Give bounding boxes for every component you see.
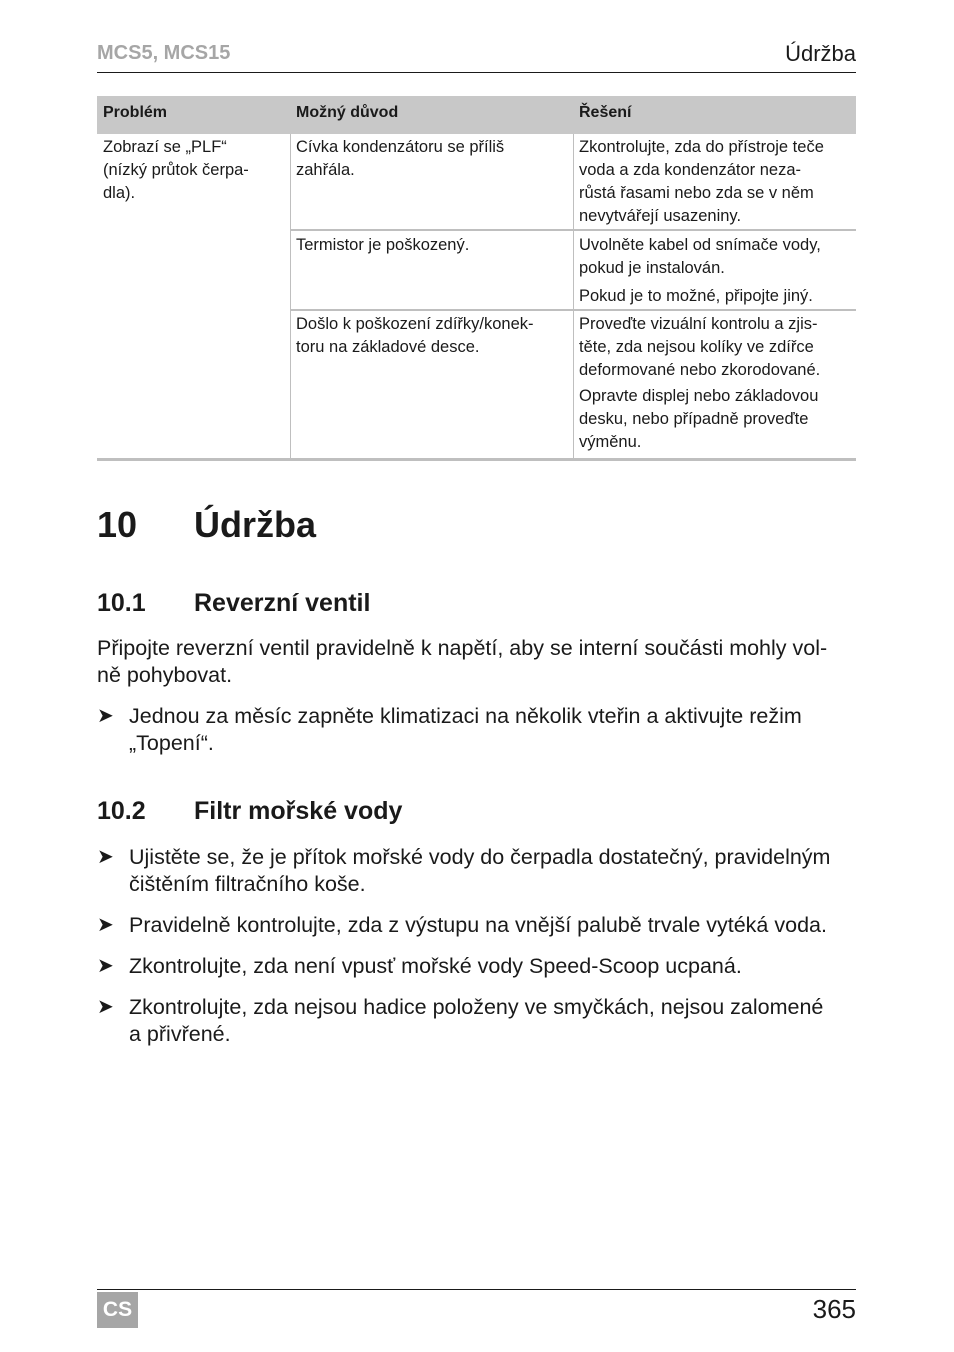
language-badge: CS [97,1292,138,1328]
chapter-number: 10 [97,504,138,545]
paragraph [97,635,859,689]
problem-line: (nízký průtok čerpa- [103,161,249,179]
solution-line: Proveďte vizuální kontrolu a zjis- [579,315,818,333]
problem-line: dla). [103,184,136,202]
section-title: Reverzní ventil [194,589,371,617]
arrow-bullet-icon: ➤ [97,705,114,727]
solution-line: růstá řasami nebo zda se v něm [579,184,814,202]
solution-line: voda a zda kondenzátor neza- [579,161,801,179]
column-header-solution: Řešení [579,104,632,121]
solution-line: Zkontrolujte, zda do přístroje teče [579,138,824,156]
bullet-item [97,703,859,757]
page-number: 365 [812,1294,856,1324]
bullet-line: Ujistěte se, že je přítok mořské vody do čerpadla dostatečný, pravidelným [129,845,831,869]
solution-cell [579,313,820,454]
solution-cell [579,136,824,228]
bullet-line: Zkontrolujte, zda není vpusť mořské vody Speed-Scoop ucpaná. [129,954,742,978]
bullet-item [97,994,859,1048]
solution-line: Pokud je to možné, připojte jiný. [579,287,813,305]
cause-line: toru na základové desce. [296,338,480,356]
cause-line: Termistor je poškozený. [296,236,470,254]
bullet-item [97,912,859,939]
section-title: Filtr mořské vody [194,797,403,825]
section-number: 10.2 [97,797,146,825]
bullet-line: čištěním filtračního koše. [129,872,366,896]
cause-cell [296,136,504,182]
footer-rule [97,1289,856,1290]
header-section: Údržba [785,41,856,66]
problem-line: Zobrazí se „PLF“ [103,138,227,156]
cause-line: Cívka kondenzátoru se příliš [296,138,505,156]
column-header-cause: Možný důvod [296,104,399,121]
solution-line: desku, nebo případně proveďte [579,410,809,428]
bullet-item [97,844,859,898]
arrow-bullet-icon: ➤ [97,846,114,868]
cause-line: zahřála. [296,161,355,179]
solution-line: Uvolněte kabel od snímače vody, [579,236,821,254]
header-model: MCS5, MCS15 [97,42,231,64]
solution-line: těte, zda nejsou kolíky ve zdířce [579,338,814,356]
problem-cell [103,136,249,205]
header-rule [97,72,856,73]
bullet-item [97,953,859,980]
solution-line: výměnu. [579,433,642,451]
arrow-bullet-icon: ➤ [97,914,114,936]
paragraph-line: ně pohybovat. [97,663,233,687]
solution-line: Opravte displej nebo základovou [579,387,819,405]
solution-cell [579,234,821,308]
bullet-line: Jednou za měsíc zapněte klimatizaci na několik vteřin a aktivujte režim [129,704,802,728]
chapter-title: Údržba [194,504,317,545]
bullet-line: Pravidelně kontrolujte, zda z výstupu na vnější palubě trvale vytéká voda. [129,913,827,937]
column-divider [573,134,574,458]
bullet-line: Zkontrolujte, zda nejsou hadice položeny ve smyčkách, nejsou zalomené [129,995,824,1019]
cause-cell [296,313,534,359]
column-header-problem: Problém [103,104,168,121]
cause-line: Došlo k poškození zdířky/konek- [296,315,534,333]
arrow-bullet-icon: ➤ [97,955,114,977]
troubleshooting-table [97,96,856,451]
table-header [97,96,856,134]
column-divider [290,134,291,458]
bullet-line: a přivřené. [129,1022,231,1046]
cause-cell [296,234,469,257]
solution-line: deformované nebo zkorodované. [579,361,821,379]
arrow-bullet-icon: ➤ [97,996,114,1018]
bullet-line: „Topení“. [129,731,214,755]
table-bottom-rule [97,458,856,461]
section-number: 10.1 [97,589,146,617]
solution-line: pokud je instalován. [579,259,725,277]
solution-line: nevytvářejí usazeniny. [579,207,742,225]
paragraph-line: Připojte reverzní ventil pravidelně k napětí, aby se interní součásti mohly vol- [97,636,828,660]
